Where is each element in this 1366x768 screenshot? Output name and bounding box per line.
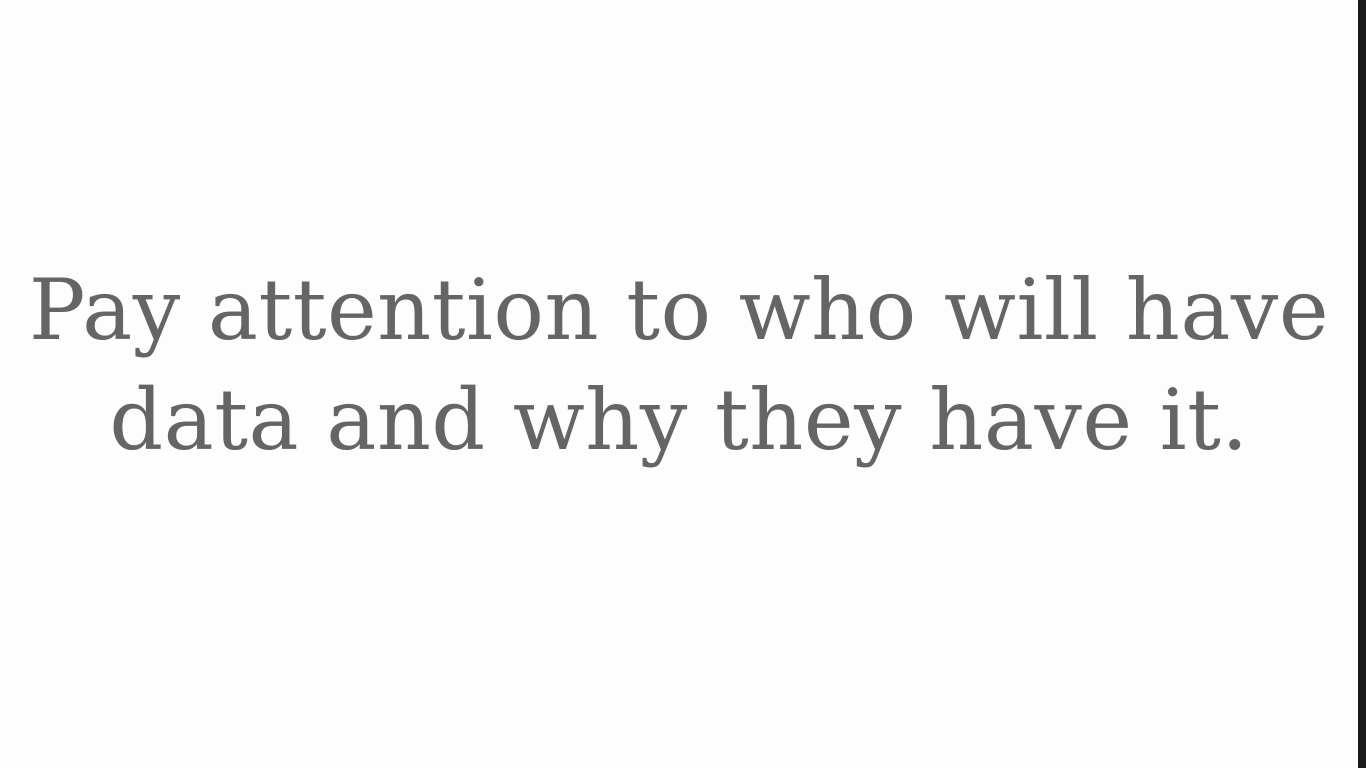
quote-line-1: Pay attention to who will have — [28, 261, 1330, 359]
slide-quote — [0, 255, 1358, 475]
quote-line-2: data and why they have it. — [109, 371, 1249, 469]
right-edge-bar — [1358, 0, 1366, 768]
